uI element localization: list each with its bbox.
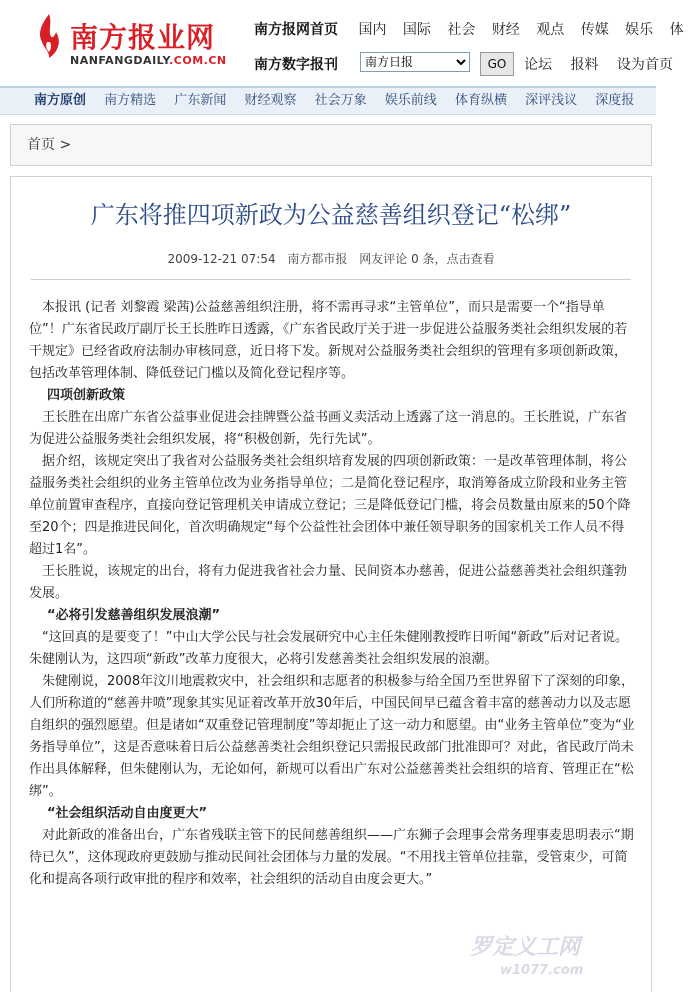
logo-en-domain: .COM.CN <box>169 54 227 67</box>
meta-divider <box>31 279 631 280</box>
article-subheading: “必将引发慈善组织发展浪潮” <box>47 608 221 623</box>
article-subheading: “社会组织活动自由度更大” <box>47 806 208 821</box>
article-title: 广东将推四项新政为公益慈善组织登记“松绑” <box>90 201 572 229</box>
article-paragraph: 对此新政的准备出台，广东省残联主管下的民间慈善组织——广东狮子会理事会常务理事麦思明表示“期待已久”，这体现政府更鼓励与推动民间社会团体与力量的发展。“不用找主管单位挂靠，受管束少，可简化和提高各项行政审批的程序和效率，社会组织的活动自由度会更大。” <box>29 828 634 887</box>
flame-logo-icon <box>34 12 64 60</box>
utility-links <box>524 54 687 74</box>
article-date: 2009-12-21 07:54 <box>167 252 276 266</box>
section-navbar <box>0 86 656 115</box>
go-button[interactable]: GO <box>480 52 514 76</box>
section-tab-original[interactable]: 南方原创 <box>34 93 87 108</box>
nav-link-international[interactable]: 国际 <box>402 22 431 38</box>
article-subheading: 四项创新政策 <box>47 388 126 403</box>
section-tab-commentary[interactable]: 深评浅议 <box>525 93 578 108</box>
article-paragraph: 王长胜说，该规定的出台，将有力促进我省社会力量、民间资本办慈善，促进公益慈善类社会组织蓬勃发展。 <box>29 564 628 601</box>
forum-link[interactable]: 论坛 <box>524 57 552 73</box>
section-tab-society[interactable]: 社会万象 <box>314 93 367 108</box>
nav-link-opinion[interactable]: 观点 <box>536 22 565 38</box>
section-tab-finance[interactable]: 财经观察 <box>244 93 297 108</box>
section-tab-selected[interactable]: 南方精选 <box>104 93 157 108</box>
article-comments-link[interactable]: 网友评论 0 条，点击查看 <box>359 252 495 266</box>
report-tip-link[interactable]: 报料 <box>570 57 599 73</box>
nav-link-finance[interactable]: 财经 <box>491 22 520 38</box>
article-body <box>29 297 635 891</box>
logo-en-name: NANFANGDAILY <box>70 54 170 67</box>
article-container <box>10 176 652 992</box>
set-homepage-link[interactable]: 设为首页 <box>616 57 673 73</box>
section-tab-sports[interactable]: 体育纵横 <box>454 93 507 108</box>
newspaper-select[interactable] <box>360 52 470 72</box>
breadcrumb-home-link[interactable]: 首页 > <box>27 137 72 153</box>
section-tab-guangdong[interactable]: 广东新闻 <box>174 93 227 108</box>
article-source[interactable]: 南方都市报 <box>287 252 348 266</box>
digital-paper-label: 南方数字报刊 <box>254 57 338 73</box>
logo-text-cn: 南方报业网 <box>70 21 216 54</box>
nav-link-entertainment[interactable]: 娱乐 <box>625 22 654 38</box>
nav-home-link[interactable]: 南方报网首页 <box>254 22 338 38</box>
site-watermark <box>470 930 650 985</box>
logo-text-en <box>70 54 227 67</box>
watermark-sub: w1077.com <box>500 963 584 978</box>
section-tab-entertainment[interactable]: 娱乐前线 <box>384 93 437 108</box>
section-tab-indepth[interactable]: 深度报 <box>595 93 635 108</box>
article-meta <box>11 250 651 267</box>
article-paragraph: 据介绍，该规定突出了我省对公益服务类社会组织培育发展的四项创新政策：一是改革管理体制，将公益服务类社会组织的业务主管单位改为业务指导单位；二是简化登记程序，取消筹备成立阶段和业务主管单位前置审查程序，直接向登记管理机关申请成立登记；三是降低登记门槛，将会员数量由原来的50个降至20个；四是推进民间化，首次明确规定“每个公益性社会团体中兼任领导职务的国家机关工作人员不得超过1名”。 <box>29 454 631 557</box>
article-paragraph: 王长胜在出席广东省公益事业促进会挂牌暨公益书画义卖活动上透露了这一消息的。王长胜说，广东省为促进公益服务类社会组织发展，将“积极创新，先行先试”。 <box>29 410 628 447</box>
breadcrumb <box>10 124 652 166</box>
watermark-main: 罗定义工网 <box>470 935 581 960</box>
site-header <box>0 0 684 86</box>
site-logo[interactable] <box>34 10 227 72</box>
article-paragraph: 本报讯 (记者 刘黎霞 梁茜)公益慈善组织注册，将不需再寻求“主管单位”，而只是需要一个“指导单位”！广东省民政厅副厅长王长胜昨日透露，《广东省民政厅关于进一步促进公益服务类社会组织发展的若干规定》已经省政府法制办审核同意，近日将下发。新规对公益服务类社会组织的管理有多项创新政策，包括改革管理体制、降低登记门槛以及简化登记程序等。 <box>29 300 628 381</box>
nav-link-media[interactable]: 传媒 <box>580 22 609 38</box>
nav-link-domestic[interactable]: 国内 <box>358 22 387 38</box>
nav-link-sports[interactable]: 体 <box>669 22 684 38</box>
article-paragraph: “这回真的是要变了！”中山大学公民与社会发展研究中心主任朱健刚教授昨日听闻“新政”后对记者说。朱健刚认为，这四项“新政”改革力度很大，必将引发慈善类社会组织发展的浪潮。 <box>29 630 628 667</box>
top-channel-nav <box>254 19 696 39</box>
nav-link-society[interactable]: 社会 <box>447 22 476 38</box>
article-paragraph: 朱健刚说，2008年汶川地震救灾中，社会组织和志愿者的积极参与给全国乃至世界留下了深刻的印象，人们所称道的“慈善井喷”现象其实见证着改革开放30年后，中国民间早已蕴含着丰富的慈善动力以及志愿自组织的强烈愿望。但是诸如“双重登记管理制度”等却扼止了这一动力和愿望。由“业务主管单位”变为“业务指导单位”，这是否意味着日后公益慈善类社会组织登记只需报民政部门批准即可？对此，省民政厅尚未作出具体解释，但朱健刚认为，无论如何，新规可以看出广东对公益慈善类社会组织的培育、管理正在“松绑”。 <box>29 674 635 799</box>
